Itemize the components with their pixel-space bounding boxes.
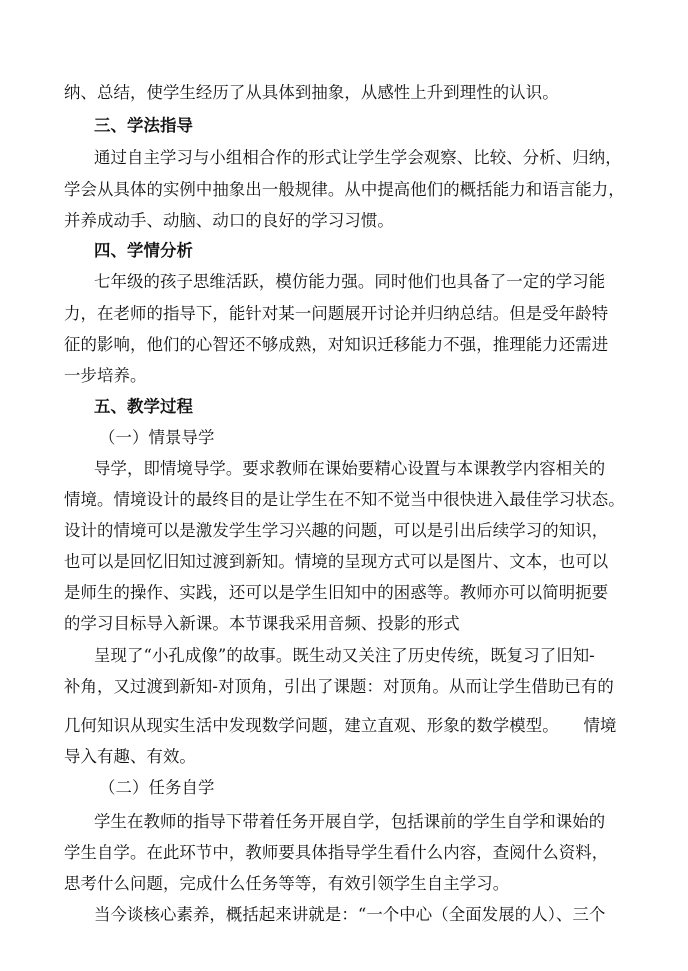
paragraph-line: 学会从具体的实例中抽象出一般规律。从中提高他们的概括能力和语言能力，	[64, 180, 625, 199]
paragraph-line: 几何知识从现实生活中发现数学问题，建立直观、形象的数学模型。 情境	[64, 716, 617, 735]
paragraph-line: 设计的情境可以是激发学生学习兴趣的问题，可以是引出后续学习的知识，	[64, 521, 609, 540]
paragraph-line: 呈现了“小孔成像”的故事。既生动又关注了历史传统，既复习了旧知-	[94, 646, 595, 665]
paragraph-line: 征的影响，他们的心智还不够成熟，对知识迁移能力不强，推理能力还需进	[64, 335, 609, 354]
paragraph-line: 一步培养。	[64, 366, 147, 385]
paragraph-line: 通过自主学习与小组相合作的形式让学生学会观察、比较、分析、归纳，	[94, 148, 622, 167]
paragraph-line: 当今谈核心素养，概括起来讲就是：“一个中心（全面发展的人）、三个	[94, 905, 606, 924]
paragraph-line: 导入有趣、有效。	[64, 747, 196, 766]
paragraph-line: 并养成动手、动脑、动口的良好的学习习惯。	[64, 211, 394, 230]
paragraph-line: 导学，即情境导学。要求教师在课始要精心设置与本课教学内容相关的	[94, 459, 606, 478]
subsection-heading-scenario: （一）情景导学	[99, 428, 215, 447]
paragraph-line: 情境。情境设计的最终目的是让学生在不知不觉当中很快进入最佳学习状态。	[64, 490, 625, 509]
paragraph-line: 思考什么问题，完成什么任务等等，有效引领学生自主学习。	[64, 874, 510, 893]
paragraph-line: 七年级的孩子思维活跃，模仿能力强。同时他们也具备了一定的学习能	[94, 272, 606, 291]
paragraph-line: 纳、总结，使学生经历了从具体到抽象，从感性上升到理性的认识。	[64, 83, 559, 102]
subsection-heading-task-study: （二）任务自学	[99, 778, 215, 797]
paragraph-line: 力，在老师的指导下，能针对某一问题展开讨论并归纳总结。但是受年龄特	[64, 304, 609, 323]
paragraph-line: 是师生的操作、实践，还可以是学生旧知中的困惑等。教师亦可以简明扼要	[64, 583, 609, 602]
paragraph-line: 学生自学。在此环节中，教师要具体指导学生看什么内容，查阅什么资料，	[64, 843, 609, 862]
section-heading-teaching-process: 五、教学过程	[94, 397, 193, 416]
section-heading-study-method: 三、学法指导	[94, 116, 193, 135]
paragraph-line: 学生在教师的指导下带着任务开展自学，包括课前的学生自学和课始的	[94, 812, 606, 831]
paragraph-line: 也可以是回忆旧知过渡到新知。情境的呈现方式可以是图片、文本，也可以	[64, 552, 609, 571]
section-heading-learning-analysis: 四、学情分析	[94, 241, 193, 260]
paragraph-line: 补角，又过渡到新知-对顶角，引出了课题：对顶角。从而让学生借助已有的	[64, 677, 614, 696]
paragraph-line: 的学习目标导入新课。本节课我采用音频、投影的形式	[64, 614, 460, 633]
